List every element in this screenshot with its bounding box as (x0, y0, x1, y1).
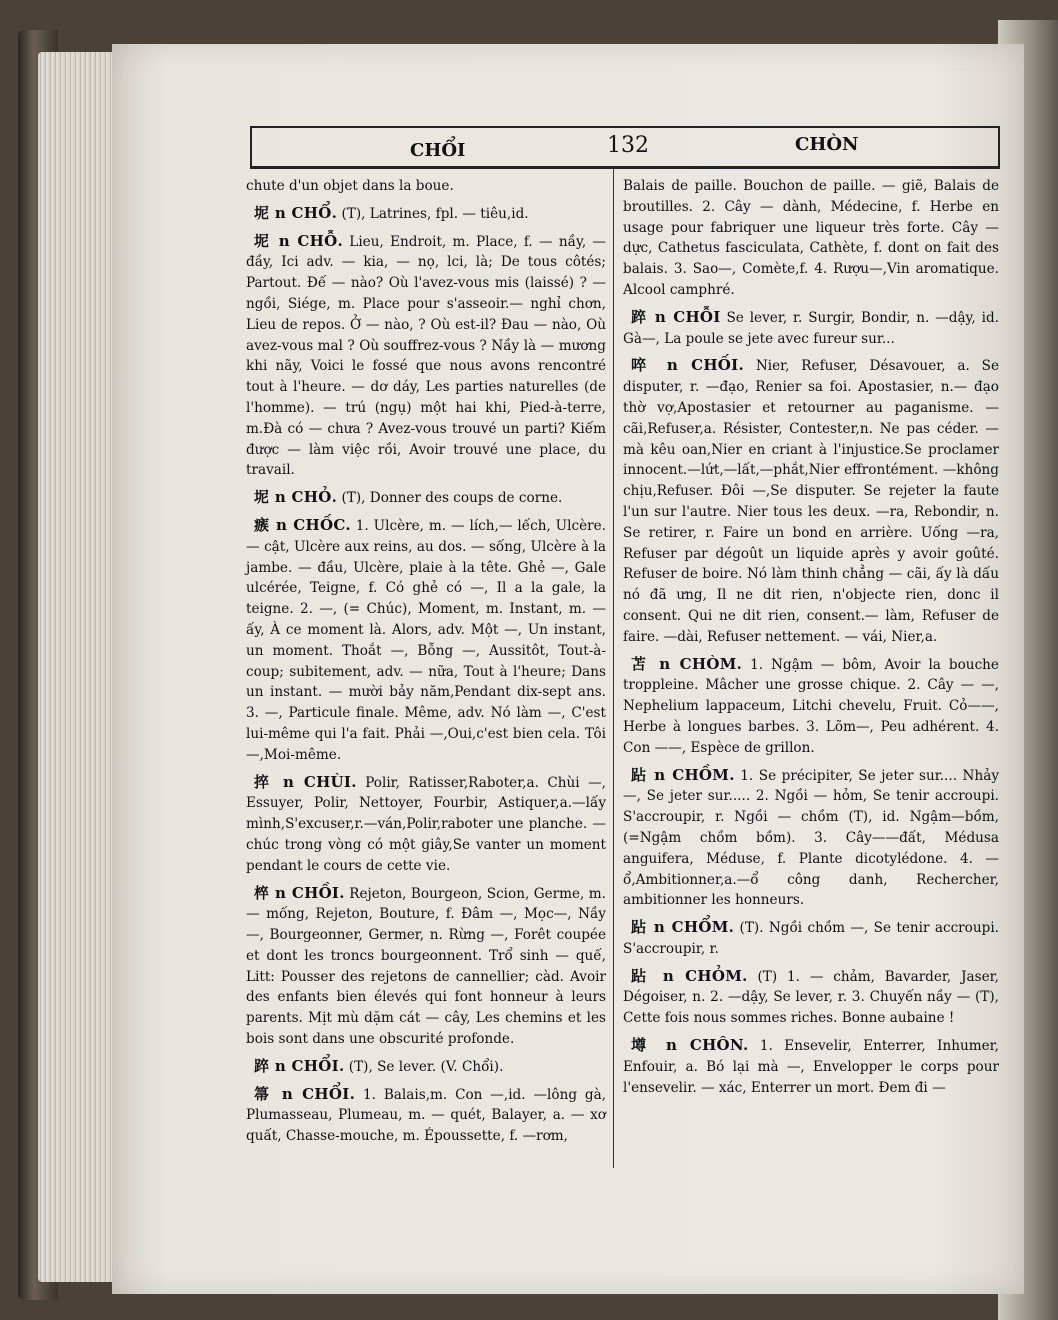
headword: 啐 n CHỐI. (631, 356, 745, 375)
entry-text: Lieu, Endroit, m. Place, f. — nầy, — đầy, Ici adv. — kia, — nọ, lci, là; De tous côtés; Partout. Đế — nào? Où l'avez-vous mis (laissé) ? — ngồi, Siége, m. Place pour s'asseoir.— nghỉ chơn, Lieu de repos. Ở — nào, ? Où est-il? Đau — nào, Où avez-vous mal ? Où souffrez-vous ? Nầy là — mương khi nãy, Voici le fossé que nous avons rencontré tout à l'heure. — dơ dáy, Les parties naturelles (de l'homme). — trú (ngụ) một hai khi, Pied-à-terre, m.Đà có — chưa ? Avez-vous trouvé un parti? Kiếm được — làm việc rồi, Avoir trouvé une place, du travail. (246, 233, 607, 479)
entry-2 (246, 231, 606, 482)
header-left-word: CHỔI (410, 140, 466, 161)
entry-text: Nier, Refuser, Désavouer, a. Se disputer, r. —đạo, Renier sa foi. Apostasier, n.— đạo thờ vợ,Apostasier et retourner au paganisme. —cãi,Refuser,a. Résister, Contester,n. Ne pas céder. —mà kêu oan,Nier en criant à l'injustice.Se proclamer innocent.—lứt,—lất,—phắt,Nier effrontément. —không chịu,Refuser. Đôi —,Se disputer. Se rejeter la faute l'un sur l'autre. Nier tous les deux. —ra, Rebondir, n. Se retirer, r. Faire un bond en arrière. Uống —ra, Refuser par dégoût un liquide après y avoir goûté. Refuser de boire. Nó làm thinh chẳng — cãi, ấy là dấu nó đã ưng, Il ne dit rien, n'objecte rien, donc il consent. Qui ne dit rien, consent.— làm, Refuser de faire. —dài, Refuser nettement. — vái, Nier,a. (623, 358, 1000, 645)
entry-text: (T), Latrines, fpl. — tiêu,id. (341, 205, 529, 222)
headword: 坭 n CHỖ. (254, 231, 344, 250)
entry-text: Rejeton, Bourgeon, Scion, Germe, m. — mống, Rejeton, Bouture, f. Đâm —, Mọc—, Nầy —, Bourgeonner, Germer, n. Rừng —, Forêt coupée et dont les troncs bourgeonnent. Trổ sinh — quế, Litt: Pousser des rejetons de cannellier; càd. Avoir des enfants bien élevés qui font honneur à leurs parents. Mịt mù dặm cát — cây, Les chemins et les bois sont dans une obscurité profonde. (246, 885, 607, 1048)
headword: 箒 n CHỔI. (254, 1084, 356, 1103)
entry-4 (246, 515, 606, 766)
entry-text: 1. Ulcère, m. — lích,— lếch, Ulcère. — cật, Ulcère aux reins, au dos. — sống, Ulcère à la jambe. — đầu, Ulcère, plaie à la tête. Ghẻ —, Gale ulcérée, Teigne, f. Có ghẻ có —, Il a la gale, la teigne. 2. —, (= Chúc), Moment, m. Instant, m. — ấy, À ce moment là. Alors, adv. Một —, Un instant, un moment. Thoắt —, Bỗng —, Aussitôt, Tout-à-coup; subitement, adv. — nữa, Tout à l'heure; Dans un instant. — mười bảy năm,Pendant dix-sept ans. 3. —, Particule finale. Même, adv. Nó làm —, C'est lui-même qui l'a fait. Phải —,Oui,c'est bien cela. Tôi —,Moi-même. (246, 517, 607, 763)
entry-5 (246, 772, 606, 877)
entry-7 (246, 1056, 606, 1078)
headword: 跕 n CHỎM. (631, 966, 748, 985)
headword: 苫 n CHÒM. (631, 654, 743, 673)
entry-text: Polir, Ratisser,Raboter,a. Chùi —, Essuyer, Polir, Nettoyer, Fourbir, Astiquer,a.—lấy mình,S'excuser,r.—ván,Polir,raboter une planche. — chúc trong vòng có một giây,Se vanter un moment pendant le cours de cette vie. (246, 774, 606, 874)
entry-text: 1. Se précipiter, Se jeter sur.... Nhảy —, Se jeter sur..... 2. Ngồi — hỏm, Se tenir accroupi. S'accroupir, r. Ngồi — chồm (T), id. Ngậm—bồm, (=Ngậm chồm bồm). 3. Cây——đất, Médusa anguifera, Méduse, f. Plante dicotylédone. 4. — ổ,Ambitionner,a.—ổ công danh, Rechercher, ambitionner les honneurs. (623, 767, 999, 909)
entry-6 (246, 883, 606, 1050)
entry-r2 (623, 355, 999, 647)
entry-text: (T) 1. — chảm, Bavarder, Jaser, Dégoiser, n. 2. —dậy, Se lever, r. 3. Chuyến nầy — (T), Cette fois nous sommes riches. Bonne aubaine ! (623, 968, 1000, 1027)
entry-text: 1. Balais,m. Con —,id. —lông gà, Plumasseau, Plumeau, m. — quét, Balayer, a. — xơ quất, Chasse-mouche, m. Époussette, f. —rơm, (246, 1086, 607, 1145)
entry-text: (T), Donner des coups de corne. (341, 490, 563, 507)
entry-r6 (623, 966, 999, 1029)
headword: 捽 n CHÙI. (254, 772, 357, 791)
entry-r4 (623, 765, 999, 912)
entry-r1 (623, 307, 999, 350)
page-number: 132 (607, 133, 649, 158)
entry-text: Balais de paille. Bouchon de paille. — giẽ, Balais de broutilles. 2. Cây — dành, Médecine, f. Herbe en usage pour fabriquer une liqueur très forte. Cây — dực, Cathetus fasciculata, Cathète, f. dont on fait des balais. 3. Sao—, Comète,f. 4. Rượu—,Vin aromatique. Alcool camphré. (623, 178, 999, 298)
entry-8 (246, 1084, 606, 1147)
headword: 跕 n CHỔM. (631, 918, 735, 937)
entry-r5 (623, 917, 999, 960)
running-header (250, 126, 1000, 169)
entry-text: (T). Ngồi chồm —, Se tenir accroupi. S'accroupir, r. (623, 920, 999, 957)
entry-text: Se lever, r. Surgir, Bondir, n. —dậy, id. Gà—, La poule se jete avec fureur sur... (623, 309, 999, 347)
headword: 坭 n CHỔ. (254, 203, 338, 222)
headword: 踤 n CHỔI. (254, 1056, 345, 1075)
left-column (246, 176, 606, 1153)
headword: 瘯 n CHỐC. (254, 515, 351, 534)
entry-r0 (623, 176, 999, 301)
entry-0 (246, 176, 606, 197)
entry-text: (T), Se lever. (V. Chổi). (348, 1058, 504, 1075)
header-right-word: CHÒN (795, 134, 859, 155)
entry-r3 (623, 654, 999, 759)
headword: 椊 n CHỒI. (254, 883, 345, 902)
headword: 跕 n CHỒM. (631, 765, 735, 784)
column-divider (613, 168, 614, 1168)
headword: 坭 n CHỎ. (254, 488, 338, 507)
right-column (623, 176, 999, 1104)
entry-3 (246, 487, 606, 509)
headword: 墫 n CHÔN. (631, 1036, 749, 1055)
entry-text: 1. Ensevelir, Enterrer, Inhumer, Enfouir, a. Bó lại mà —, Envelopper le corps pour l'ensevelir. — xác, Enterrer un mort. Đem đi — (623, 1038, 1000, 1096)
entry-r7 (623, 1035, 999, 1098)
entry-1 (246, 203, 606, 225)
entry-text: 1. Ngậm — bôm, Avoir la bouche troppleine. Mâcher une grosse chique. 2. Cây — —, Nephelium lappaceum, Litchi chevelu, Fruit. Cỏ——, Herbe à longues barbes. 3. Lõm—, Peu adhérent. 4. Con ——, Espèce de grillon. (623, 656, 999, 756)
entry-text: chute d'un objet dans la boue. (246, 178, 454, 194)
headword: 踤 n CHỖI (631, 307, 721, 326)
